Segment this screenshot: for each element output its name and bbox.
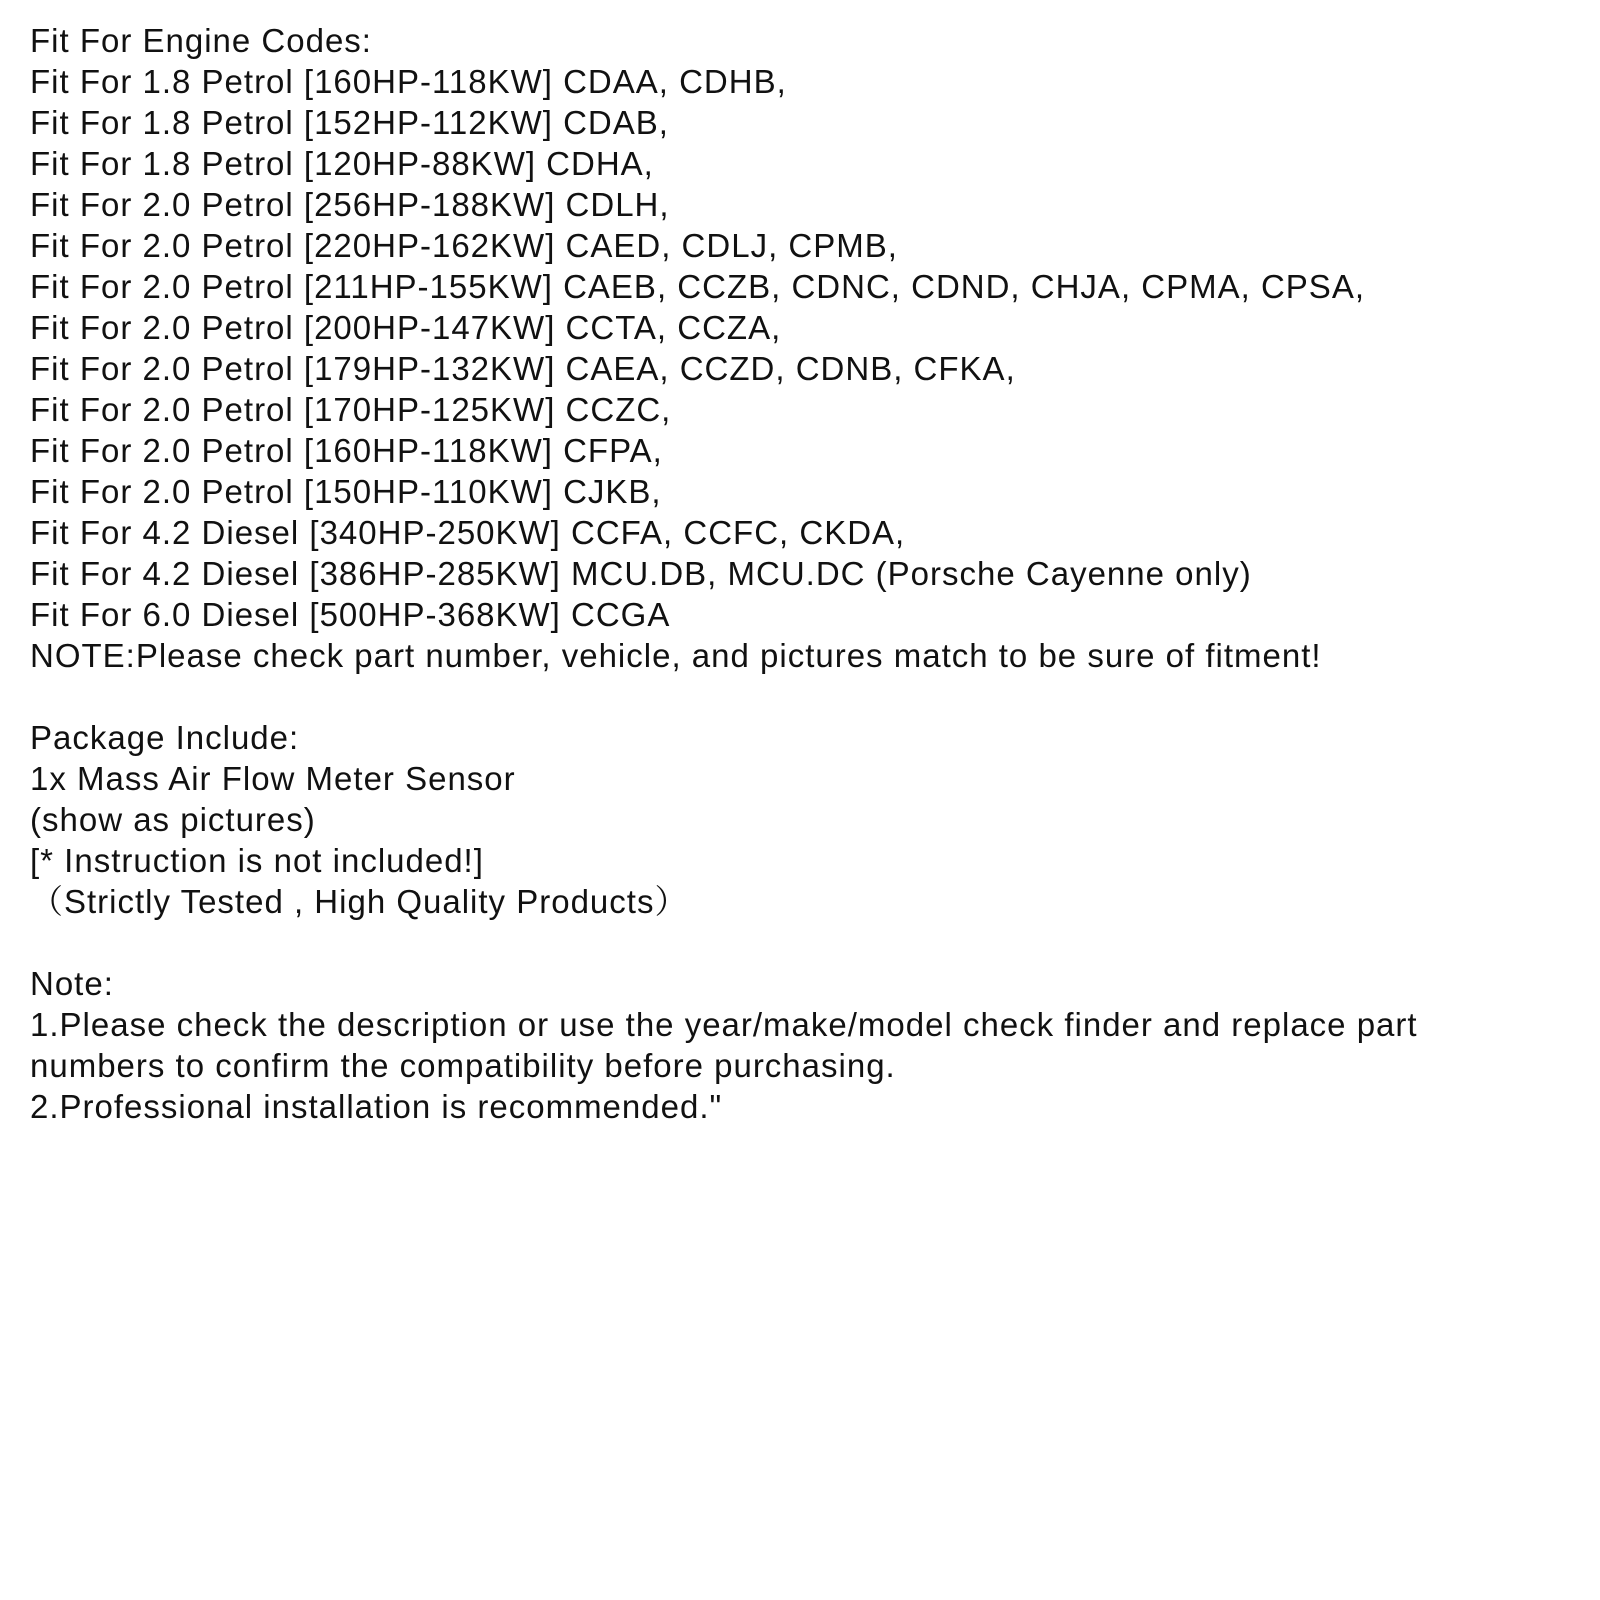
text-line: Fit For 2.0 Petrol [256HP-188KW] CDLH, [30, 186, 670, 223]
text-line: Fit For 2.0 Petrol [200HP-147KW] CCTA, CCZA, [30, 309, 782, 346]
package-include-section [30, 717, 1580, 922]
text-line: 1.Please check the description or use the year/make/model check finder and replace part [30, 1006, 1418, 1043]
engine-codes-section [30, 20, 1580, 676]
note-heading: Note: [30, 965, 114, 1002]
engine-codes-heading: Fit For Engine Codes: [30, 22, 372, 59]
text-line: Fit For 1.8 Petrol [160HP-118KW] CDAA, CDHB, [30, 63, 787, 100]
text-line: Fit For 2.0 Petrol [170HP-125KW] CCZC, [30, 391, 672, 428]
fitment-note-line: NOTE:Please check part number, vehicle, and pictures match to be sure of fitment! [30, 637, 1322, 674]
text-line: Fit For 2.0 Petrol [160HP-118KW] CFPA, [30, 432, 663, 469]
package-include-heading: Package Include: [30, 719, 300, 756]
text-line: [* Instruction is not included!] [30, 842, 484, 879]
text-line: (show as pictures) [30, 801, 316, 838]
text-line: 2.Professional installation is recommended." [30, 1088, 723, 1125]
text-line: Fit For 4.2 Diesel [340HP-250KW] CCFA, CCFC, CKDA, [30, 514, 906, 551]
text-line: Fit For 2.0 Petrol [150HP-110KW] CJKB, [30, 473, 662, 510]
text-line: Fit For 1.8 Petrol [152HP-112KW] CDAB, [30, 104, 669, 141]
text-line: Fit For 2.0 Petrol [179HP-132KW] CAEA, CCZD, CDNB, CFKA, [30, 350, 1016, 387]
text-line: Fit For 2.0 Petrol [220HP-162KW] CAED, CDLJ, CPMB, [30, 227, 898, 264]
text-line: Fit For 6.0 Diesel [500HP-368KW] CCGA [30, 596, 671, 633]
text-line: Fit For 4.2 Diesel [386HP-285KW] MCU.DB, MCU.DC (Porsche Cayenne only) [30, 555, 1252, 592]
text-line: Fit For 1.8 Petrol [120HP-88KW] CDHA, [30, 145, 654, 182]
note-section [30, 963, 1580, 1127]
text-line: Fit For 2.0 Petrol [211HP-155KW] CAEB, CCZB, CDNC, CDND, CHJA, CPMA, CPSA, [30, 268, 1365, 305]
text-line: （Strictly Tested , High Quality Products） [30, 883, 689, 920]
text-line: 1x Mass Air Flow Meter Sensor [30, 760, 516, 797]
text-line: numbers to confirm the compatibility before purchasing. [30, 1047, 896, 1084]
description-text-column [30, 20, 1580, 1127]
